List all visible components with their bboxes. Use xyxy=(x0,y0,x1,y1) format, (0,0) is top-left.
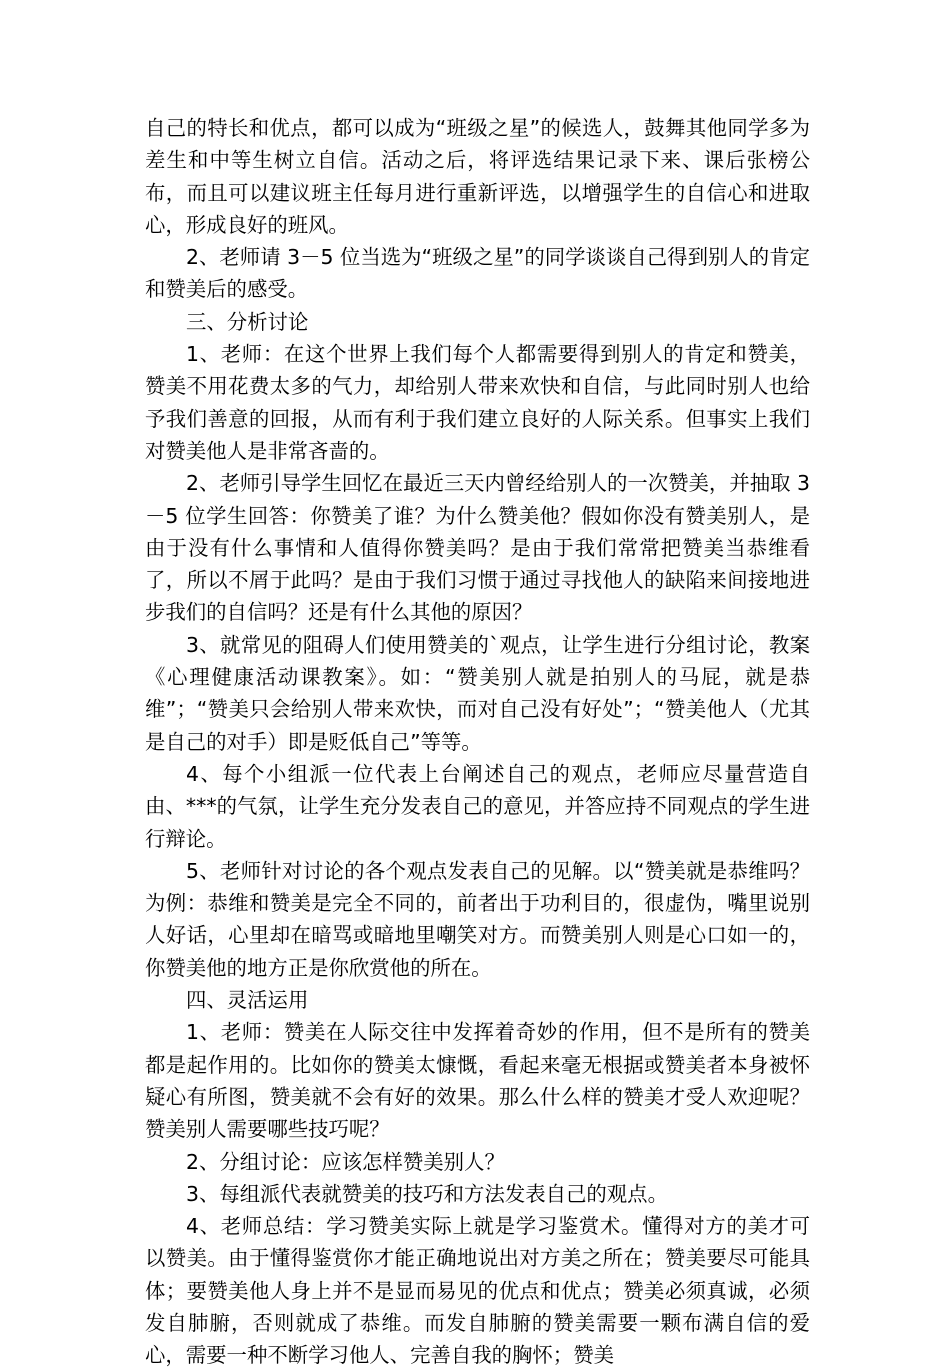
document-body xyxy=(145,112,810,1372)
paragraph: 2、分组讨论：应该怎样赞美别人？ xyxy=(186,1149,505,1174)
paragraph: 2、老师请 3－5 位当选为“班级之星”的同学谈谈自己得到别人的肯定和赞美后的感受。 xyxy=(145,245,810,302)
section-heading: 四、灵活运用 xyxy=(186,988,309,1013)
paragraph: 4、老师总结：学习赞美实际上就是学习鉴赏术。懂得对方的美才可以赞美。由于懂得鉴赏你才能正确地说出对方美之所在；赞美要尽可能具体；要赞美他人身上并不是显而易见的优点和优点；赞美必须真诚，必须发自肺腑，否则就成了恭维。而发自肺腑的赞美需要一颗布满自信的爱心，需要一种不断学习他人、完善自我的胸怀；赞美 xyxy=(145,1214,810,1368)
paragraph: 5、老师针对讨论的各个观点发表自己的见解。以“赞美就是恭维吗？为例：恭维和赞美是完全不同的，前者出于功利目的，很虚伪，嘴里说别人好话，心里却在暗骂或暗地里嘲笑对方。而赞美别人则是心口如一的，你赞美他的地方正是你欣赏他的所在。 xyxy=(145,858,810,980)
paragraph: 3、就常见的阻碍人们使用赞美的`观点，让学生进行分组讨论，教案《心理健康活动课教案》。如：“赞美别人就是拍别人的马屁，就是恭维”；“赞美只会给别人带来欢快，而对自己没有好处”；“赞美他人（尤其是自己的对手）即是贬低自己”等等。 xyxy=(145,632,810,754)
paragraph: 自己的特长和优点，都可以成为“班级之星”的候选人，鼓舞其他同学多为差生和中等生树立自信。活动之后，将评选结果记录下来、课后张榜公布，而且可以建议班主任每月进行重新评选，以增强学生的自信心和进取心，形成良好的班风。 xyxy=(145,116,810,237)
paragraph: 2、老师引导学生回忆在最近三天内曾经给别人的一次赞美，并抽取 3－5 位学生回答：你赞美了谁？为什么赞美他？假如你没有赞美别人，是由于没有什么事情和人值得你赞美吗？是由于我们常常把赞美当恭维看了，所以不屑于此吗？是由于我们习惯于通过寻找他人的缺陷来间接地进步我们的自信吗？还是有什么其他的原因？ xyxy=(145,471,810,625)
paragraph: 1、老师：在这个世界上我们每个人都需要得到别人的肯定和赞美，赞美不用花费太多的气力，却给别人带来欢快和自信，与此同时别人也给予我们善意的回报，从而有利于我们建立良好的人际关系。但事实上我们对赞美他人是非常吝啬的。 xyxy=(145,342,810,463)
section-heading: 三、分析讨论 xyxy=(186,309,309,334)
paragraph: 3、每组派代表就赞美的技巧和方法发表自己的观点。 xyxy=(186,1181,668,1206)
paragraph: 4、每个小组派一位代表上台阐述自己的观点，老师应尽量营造自由、***的气氛，让学生充分发表自己的意见，并答应持不同观点的学生进行辩论。 xyxy=(145,761,810,851)
paragraph: 1、老师：赞美在人际交往中发挥着奇妙的作用，但不是所有的赞美都是起作用的。比如你的赞美太慷慨，看起来毫无根据或赞美者本身被怀疑心有所图，赞美就不会有好的效果。那么什么样的赞美才受人欢迎呢？赞美别人需要哪些技巧呢？ xyxy=(145,1020,810,1142)
